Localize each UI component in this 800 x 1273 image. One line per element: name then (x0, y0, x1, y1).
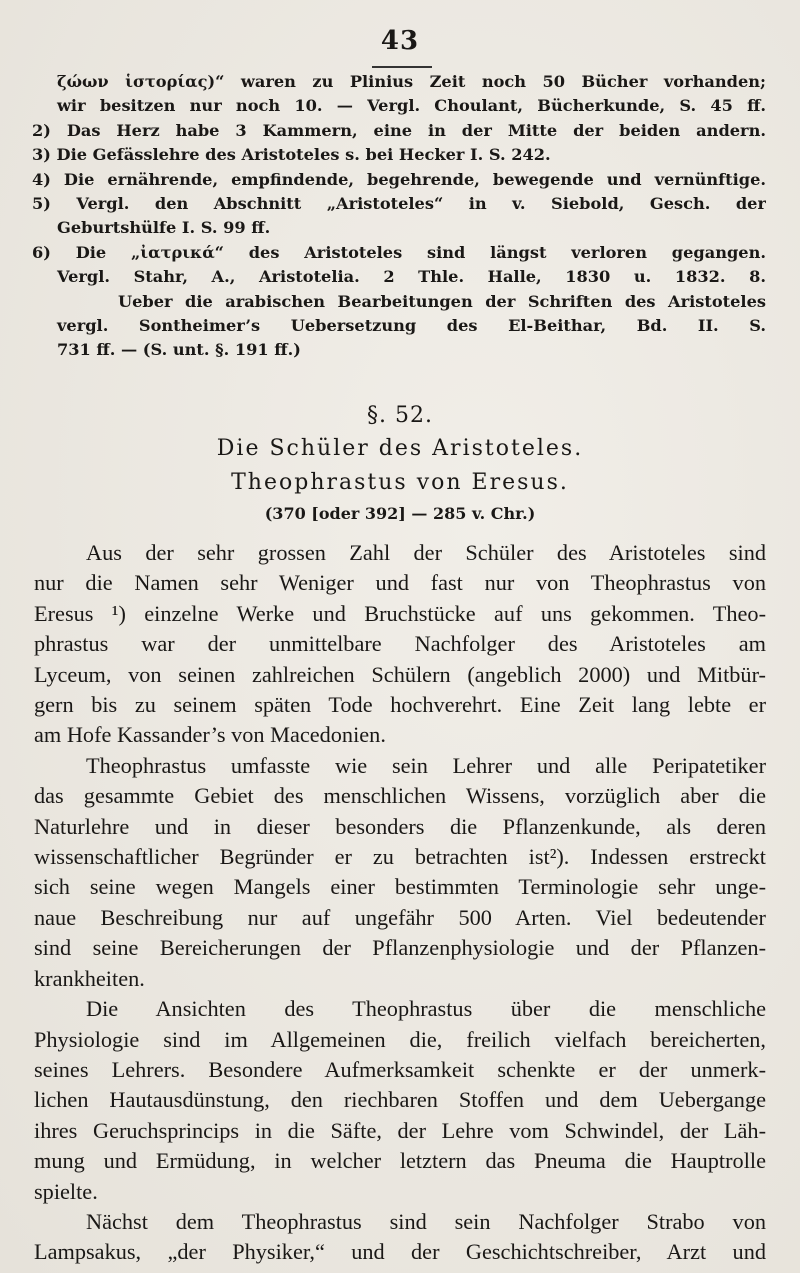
body-line: das gesammte Gebiet des menschlichen Wissens, vorzüglich aber die (34, 783, 766, 809)
footnote-line: 6) Die „ἰατρικά“ des Aristoteles sind längst verloren gegangen. (32, 242, 766, 262)
body-line: Lyceum, von seinen zahlreichen Schülern (angeblich 2000) und Mitbür- (34, 661, 766, 687)
body-line: Lampsakus, „der Physiker,“ und der Geschichtschreiber, Arzt und (34, 1239, 766, 1265)
footnote-line: 4) Die ernährende, empfindende, begehrende, bewegende und vernünftige. (32, 169, 766, 189)
footnote-line: 3) Die Gefässlehre des Aristoteles s. bei Hecker I. S. 242. (32, 145, 551, 165)
footnotes (32, 70, 766, 363)
body-line: krankheiten. (34, 965, 145, 991)
page-number-rule (372, 66, 432, 68)
body-line: Die Ansichten des Theophrastus über die menschliche (86, 996, 766, 1022)
body-line: gern bis zu seinem späten Tode hochverehrt. Eine Zeit lang lebte er (34, 692, 766, 718)
body-line: sich seine wegen Mangels einer bestimmten Terminologie sehr unge- (34, 874, 766, 900)
footnote-line: ζώων ἱστορίας)“ waren zu Plinius Zeit noch 50 Bücher vorhanden; (57, 72, 766, 91)
footnote-line: 5) Vergl. den Abschnitt „Aristoteles“ in v. Siebold, Gesch. der (32, 194, 766, 214)
footnote-line: vergl. Sontheimer’s Uebersetzung des El-Beithar, Bd. II. S. (57, 316, 766, 336)
body-line: seines Lehrers. Besondere Aufmerksamkeit schenkte er der unmerk- (34, 1056, 766, 1082)
body-line: nur die Namen sehr Weniger und fast nur von Theophrastus von (34, 570, 766, 596)
body-line: naue Beschreibung nur auf ungefähr 500 Arten. Viel bedeutender (34, 904, 766, 930)
page-number: 43 (380, 26, 420, 56)
body-line: Theophrastus umfasste wie sein Lehrer und alle Peripatetiker (86, 752, 766, 778)
body-text (34, 538, 766, 1268)
body-line: Nächst dem Theophrastus sind sein Nachfolger Strabo von (86, 1208, 766, 1234)
section-subtitle: Theophrastus von Eresus. (231, 470, 569, 495)
footnote-line: wir besitzen nur noch 10. — Vergl. Choulant, Bücherkunde, S. 45 ff. (57, 96, 766, 116)
footnote-line: 731 ff. — (S. unt. §. 191 ff.) (57, 340, 301, 360)
section-dates: (370 [oder 392] — 285 v. Chr.) (264, 504, 536, 523)
body-line: wissenschaftlicher Begründer er zu betrachten ist²). Indessen erstreckt (34, 844, 766, 870)
body-line: Eresus ¹) einzelne Werke und Bruchstücke auf uns gekommen. Theo- (34, 600, 766, 626)
body-line: spielte. (34, 1178, 98, 1204)
body-line: phrastus war der unmittelbare Nachfolger des Aristoteles am (34, 631, 766, 657)
body-line: ihres Geruchsprincips in die Säfte, der Lehre vom Schwindel, der Läh- (34, 1117, 766, 1143)
footnote-line: Geburtshülfe I. S. 99 ff. (57, 218, 271, 238)
body-line: mung und Ermüdung, in welcher letztern das Pneuma die Hauptrolle (34, 1148, 766, 1174)
body-line: am Hofe Kassander’s von Macedonien. (34, 722, 386, 748)
body-line: Aus der sehr grossen Zahl der Schüler des Aristoteles sind (86, 540, 766, 565)
section-number: §. 52. (367, 403, 433, 428)
body-line: Physiologie sind im Allgemeinen die, freilich vielfach bereicherten, (34, 1026, 766, 1052)
section-heading (0, 400, 800, 528)
footnote-line: 2) Das Herz habe 3 Kammern, eine in der Mitte der beiden andern. (32, 120, 766, 140)
section-title: Die Schüler des Aristoteles. (216, 436, 584, 461)
footnote-line: Ueber die arabischen Bearbeitungen der Schriften des Aristoteles (118, 291, 766, 311)
body-line: lichen Hautausdünstung, den riechbaren Stoffen und dem Uebergange (34, 1087, 766, 1113)
body-line: Naturlehre und in dieser besonders die Pflanzenkunde, als deren (34, 813, 766, 839)
footnote-line: Vergl. Stahr, A., Aristotelia. 2 Thle. Halle, 1830 u. 1832. 8. (57, 267, 766, 287)
body-line: sind seine Bereicherungen der Pflanzenphysiologie und der Pflanzen- (34, 935, 766, 961)
